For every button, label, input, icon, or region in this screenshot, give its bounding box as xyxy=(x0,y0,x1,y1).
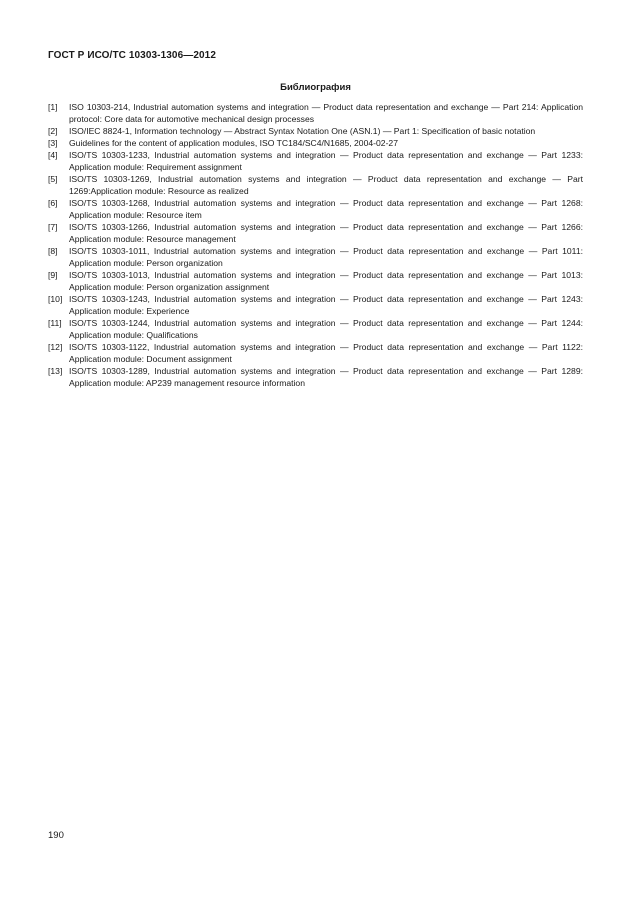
entry-text: ISO/TS 10303-1269, Industrial automation systems and integration — Product data representation and exchange — Part 1269:Application module: Resource as realized xyxy=(69,174,583,196)
bibliography-title: Библиография xyxy=(280,82,351,93)
entry-number: [6] xyxy=(48,198,58,208)
bibliography-entry xyxy=(48,221,583,245)
entry-number: [1] xyxy=(48,102,58,112)
entry-number: [4] xyxy=(48,150,58,160)
bibliography-entry xyxy=(48,269,583,293)
entry-text: Guidelines for the content of application modules, ISO TC184/SC4/N1685, 2004-02-27 xyxy=(69,138,398,148)
entry-number: [12] xyxy=(48,342,63,352)
entry-number: [9] xyxy=(48,270,58,280)
bibliography-entry xyxy=(48,293,583,317)
entry-text: ISO/TS 10303-1289, Industrial automation systems and integration — Product data representation and exchange — Part 1289: Application module: AP239 management resource information xyxy=(69,366,583,388)
entry-number: [2] xyxy=(48,126,58,136)
page-number: 190 xyxy=(48,830,64,841)
entry-number: [3] xyxy=(48,138,58,148)
entry-text: ISO/TS 10303-1122, Industrial automation systems and integration — Product data representation and exchange — Part 1122: Application module: Document assignment xyxy=(69,342,583,364)
entry-text: ISO/TS 10303-1233, Industrial automation systems and integration — Product data representation and exchange — Part 1233: Application module: Requirement assignment xyxy=(69,150,583,172)
entry-number: [10] xyxy=(48,294,63,304)
entry-text: ISO/TS 10303-1244, Industrial automation systems and integration — Product data representation and exchange — Part 1244: Application module: Qualifications xyxy=(69,318,583,340)
entry-text: ISO/TS 10303-1268, Industrial automation systems and integration — Product data representation and exchange — Part 1268: Application module: Resource item xyxy=(69,198,583,220)
entry-number: [13] xyxy=(48,366,63,376)
bibliography-entry xyxy=(48,341,583,365)
bibliography-entry xyxy=(48,365,583,389)
bibliography-entry xyxy=(48,173,583,197)
entry-text: ISO/TS 10303-1266, Industrial automation systems and integration — Product data representation and exchange — Part 1266: Application module: Resource management xyxy=(69,222,583,244)
bibliography-entry xyxy=(48,149,583,173)
bibliography-entry xyxy=(48,101,583,125)
entry-text: ISO 10303-214, Industrial automation systems and integration — Product data representation and exchange — Part 214: Application protocol: Core data for automotive mechanical design processes xyxy=(69,102,583,124)
entry-number: [5] xyxy=(48,174,58,184)
bibliography-entry xyxy=(48,317,583,341)
bibliography-entry xyxy=(48,125,583,137)
entry-text: ISO/TS 10303-1011, Industrial automation systems and integration — Product data representation and exchange — Part 1011: Application module: Person organization xyxy=(69,246,583,268)
bibliography-entry xyxy=(48,197,583,221)
entry-number: [11] xyxy=(48,318,62,328)
bibliography-entry xyxy=(48,245,583,269)
document-header: ГОСТ Р ИСО/ТС 10303-1306—2012 xyxy=(48,50,216,61)
entry-number: [8] xyxy=(48,246,58,256)
entry-number: [7] xyxy=(48,222,58,232)
entry-text: ISO/IEC 8824-1, Information technology — Abstract Syntax Notation One (ASN.1) — Part 1: Specification of basic notation xyxy=(69,126,536,136)
entry-text: ISO/TS 10303-1243, Industrial automation systems and integration — Product data representation and exchange — Part 1243: Application module: Experience xyxy=(69,294,583,316)
bibliography-entry xyxy=(48,137,583,149)
bibliography-list xyxy=(48,101,583,389)
entry-text: ISO/TS 10303-1013, Industrial automation systems and integration — Product data representation and exchange — Part 1013: Application module: Person organization assignment xyxy=(69,270,583,292)
